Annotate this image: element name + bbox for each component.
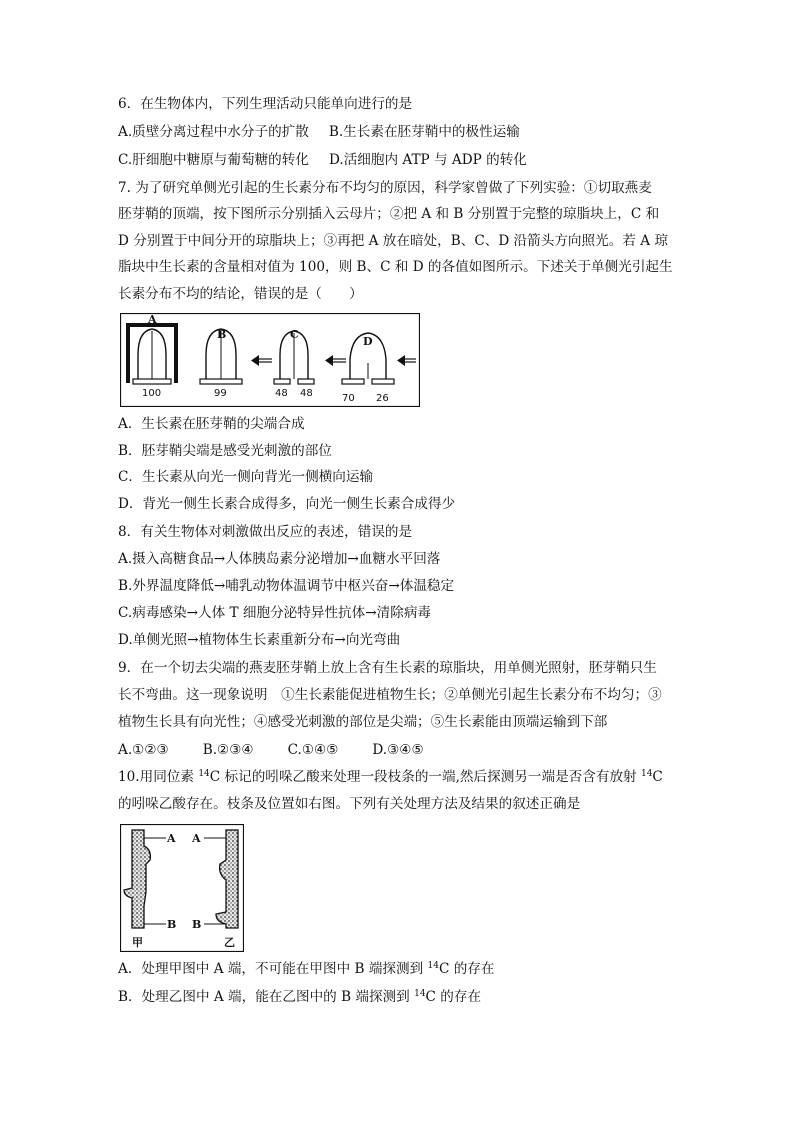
label-d: D (363, 335, 373, 348)
q10-line1-pre: 10.用同位素 (118, 769, 199, 785)
branch-figure (120, 824, 244, 952)
q6-option-d: D.活细胞内 ATP 与 ADP 的转化 (328, 152, 527, 168)
q7-option-d: D．背光一侧生长素合成得多，向光一侧生长素合成得少 (118, 496, 456, 512)
question-6-stem: 6．在生物体内，下列生理活动只能单向进行的是 (118, 96, 413, 112)
question-10-stem-line1 (118, 768, 663, 786)
q10-opt-b-sup: 14 (414, 989, 426, 999)
value-c-left-48: 48 (275, 388, 288, 399)
value-c-right-48: 48 (300, 388, 313, 399)
question-9-stem-line2: 长不弯曲。这一现象说明 ①生长素能促进植物生长；②单侧光引起生长素分布不均匀；③ (118, 687, 662, 703)
q10-option-b (118, 988, 481, 1006)
question-7-stem-line5: 长素分布不均的结论，错误的是（ ） (118, 286, 363, 302)
q6-option-a: A.质壁分离过程中水分子的扩散 (118, 124, 309, 140)
q8-option-a: A.摄入高糖食品→人体胰岛素分泌增加→血糖水平回落 (118, 551, 441, 567)
q10-opt-b-pre: B．处理乙图中 A 端，能在乙图中的 B 端探测到 (118, 989, 415, 1005)
q7-option-c: C．生长素从向光一侧向背光一侧横向运输 (118, 469, 374, 485)
question-7-stem-line4: 脂块中生长素的含量相对值为 100，则 B、C 和 D 的各值如图所示。下述关于单侧光引起生 (118, 259, 673, 275)
jia-label-a: A (167, 832, 176, 845)
q10-option-a (118, 960, 494, 978)
q9-option-b: B.②③④ (202, 742, 254, 758)
label-c: C (290, 328, 299, 341)
value-d-right-26: 26 (376, 393, 389, 404)
q10-sup-14-b: 14 (640, 769, 653, 779)
question-9-options (118, 741, 458, 759)
question-9-stem-line1: 9．在一个切去尖端的燕麦胚芽鞘上放上含有生长素的琼脂块，用单侧光照射，胚芽鞘只生 (118, 660, 657, 676)
question-9-stem-line3: 植物生长具有向光性；④感受光刺激的部位是尖端；⑤生长素能由顶端运输到下部 (118, 714, 608, 730)
q9-option-d: D.③④⑤ (372, 742, 424, 758)
label-b: B (217, 328, 227, 341)
value-d-left-70: 70 (342, 393, 355, 404)
yi-label-b: B (192, 918, 202, 931)
q9-option-a: A.①②③ (118, 742, 169, 758)
q8-option-b: B.外界温度降低→哺乳动物体温调节中枢兴奋→体温稳定 (118, 578, 455, 594)
question-7-stem-line2: 胚芽鞘的顶端，按下图所示分别插入云母片；②把 A 和 B 分别置于完整的琼脂块上，C 和 (118, 206, 660, 222)
q10-opt-a-sup: 14 (427, 961, 439, 971)
q9-option-c: C.①④⑤ (287, 742, 339, 758)
question-10-stem-line2: 的吲哚乙酸存在。枝条及位置如右图。下列有关处理方法及结果的叙述正确是 (118, 796, 581, 812)
yi-label-a: A (192, 832, 201, 845)
q8-option-c: C.病毒感染→人体 T 细胞分泌特异性抗体→清除病毒 (118, 605, 432, 621)
jia-label-b: B (167, 918, 177, 931)
question-6-options-ab (118, 123, 520, 141)
question-8-stem: 8．有关生物体对刺激做出反应的表述，错误的是 (118, 524, 413, 540)
q10-line1-end: C (652, 769, 663, 785)
jia-name: 甲 (132, 936, 143, 949)
label-a: A (148, 313, 157, 326)
question-6-options-cd (118, 151, 527, 169)
q10-opt-b-end: C 的存在 (425, 989, 482, 1005)
q6-option-b: B.生长素在胚芽鞘中的极性运输 (328, 124, 520, 140)
value-b-99: 99 (214, 388, 227, 399)
q10-sup-14-a: 14 (198, 769, 210, 779)
question-7-stem-line3: D 分别置于中间分开的琼脂块上；③再把 A 放在暗处，B、C、D 沿箭头方向照光。若 A 琼 (118, 233, 668, 249)
value-a-100: 100 (142, 388, 162, 399)
q7-option-b: B．胚芽鞘尖端是感受光刺激的部位 (118, 443, 332, 459)
q10-line1-mid: C 标记的吲哚乙酸来处理一段枝条的一端,然后探测另一端是否含有放射 (209, 769, 641, 785)
question-7-stem-line1: 7. 为了研究单侧光引起的生长素分布不均匀的原因，科学家曾做了下列实验：①切取燕麦 (118, 180, 652, 196)
q7-option-a: A．生长素在胚芽鞘的尖端合成 (118, 416, 305, 432)
q10-opt-a-end: C 的存在 (438, 961, 495, 977)
q6-option-c: C.肝细胞中糖原与葡萄糖的转化 (118, 152, 309, 168)
yi-name: 乙 (224, 936, 235, 949)
q10-opt-a-pre: A．处理甲图中 A 端，不可能在甲图中 B 端探测到 (118, 961, 428, 977)
q8-option-d: D.单侧光照→植物体生长素重新分布→向光弯曲 (118, 632, 401, 648)
coleoptile-experiment-figure (120, 313, 420, 407)
